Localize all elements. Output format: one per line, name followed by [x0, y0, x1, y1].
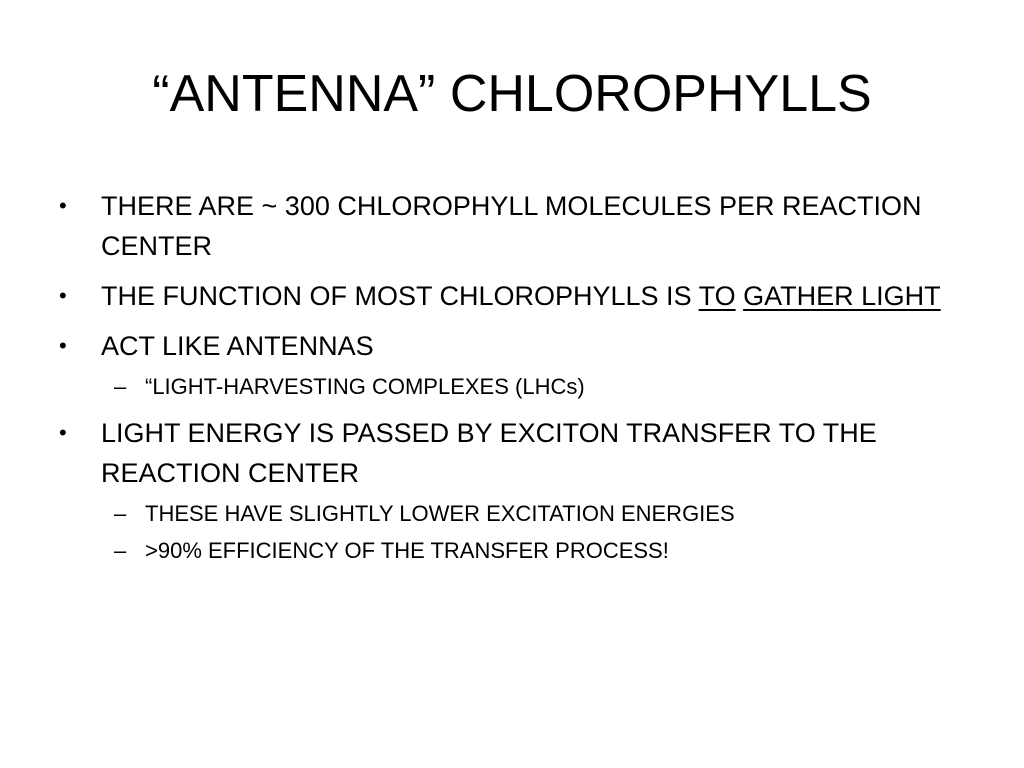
dash-icon: – [114, 501, 127, 526]
sub-bullet-item [56, 536, 976, 566]
bullet-icon: • [59, 420, 67, 445]
bullet-item [56, 276, 976, 316]
bullet-item [56, 326, 976, 366]
sub-bullet-text: >90% EFFICIENCY OF THE TRANSFER PROCESS! [145, 538, 669, 563]
bullet-text: ACT LIKE ANTENNAS [101, 331, 374, 361]
underlined-text: TO [698, 281, 736, 311]
sub-bullet-item [56, 499, 976, 529]
underlined-text: GATHER LIGHT [743, 281, 941, 311]
bullet-text: THERE ARE ~ 300 CHLOROPHYLL MOLECULES PER REACTION CENTER [101, 191, 922, 261]
bullet-text: LIGHT ENERGY IS PASSED BY EXCITON TRANSFER TO THE REACTION CENTER [101, 418, 877, 488]
bullet-text: THE FUNCTION OF MOST CHLOROPHYLLS IS [101, 281, 699, 311]
bullet-icon: • [59, 283, 67, 308]
bullet-item [56, 413, 976, 493]
sub-bullet-text: THESE HAVE SLIGHTLY LOWER EXCITATION ENERGIES [145, 501, 735, 526]
slide-title: “ANTENNA” CHLOROPHYLLS [152, 65, 872, 123]
sub-bullet-item [56, 372, 976, 402]
slide-body [56, 186, 976, 577]
sub-bullet-text: “LIGHT-HARVESTING COMPLEXES (LHCs) [145, 374, 585, 399]
dash-icon: – [114, 538, 127, 563]
dash-icon: – [114, 374, 127, 399]
bullet-item [56, 186, 976, 266]
bullet-icon: • [59, 193, 67, 218]
bullet-icon: • [59, 333, 67, 358]
